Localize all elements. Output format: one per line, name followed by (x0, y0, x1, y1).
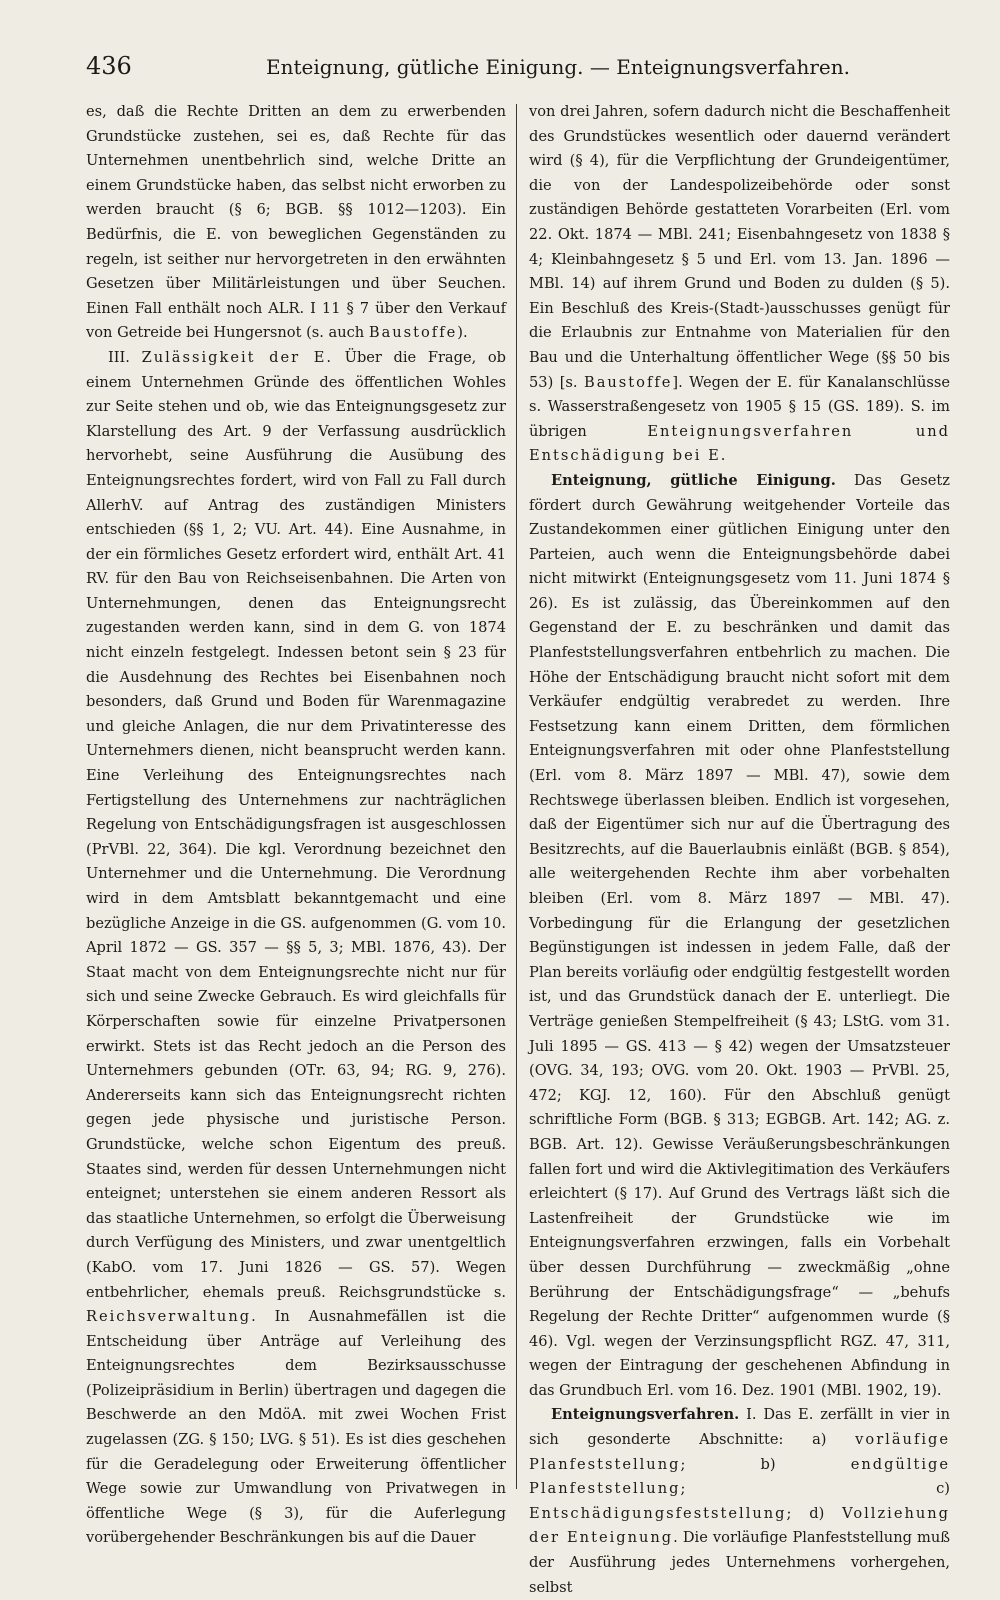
paragraph-text: Das Gesetz fördert durch Gewährung weitgehender Vorteile das Zustandekommen einer gütlichen Einigung unter den Parteien, auch wenn die Enteignungsbehörde dabei nicht mitwirkt (Enteignungsgesetz vom 11. Juni 1874 § 26). Es ist zulässig, das Übereinkommen auf den Gegenstand der E. zu beschränken und damit das Planfeststellungsverfahren entbehrlich zu machen. Die Höhe der Entschädigung braucht nicht sofort mit dem Verkäufer endgültig verabredet zu werden. Ihre Festsetzung kann einem Dritten, dem förmlichen Enteignungsverfahren mit oder ohne Planfeststellung (Erl. vom 8. März 1897 — MBl. 47), sowie dem Rechtswege überlassen bleiben. Endlich ist vorgesehen, daß der Eigentümer sich nur auf die Übertragung des Besitzrechts, auf die Bauerlaubnis einläßt (BGB. § 854), alle weitergehenden Rechte ihm aber vorbehalten bleiben (Erl. vom 8. März 1897 — MBl. 47). Vorbedingung für die Erlangung der gesetzlichen Begünstigungen ist indessen in jedem Falle, daß der Plan bereits vorläufig oder endgültig festgestellt worden ist, und das Grundstück danach der E. unterliegt. Die Verträge genießen Stempelfreiheit (§ 43; LStG. vom 31. Juli 1895 — GS. 413 — § 42) wegen der Umsatzsteuer (OVG. 34, 193; OVG. vom 20. Okt. 1903 — PrVBl. 25, 472; KGJ. 12, 160). Für den Abschluß genügt schriftliche Form (BGB. § 313; EGBGB. Art. 142; AG. z. BGB. Art. 12). Gewisse Veräußerungsbeschränkungen fallen fort und wird die Aktivlegitimation des Verkäufers erleichtert (§ 17). Auf Grund des Vertrags läßt sich die Lastenfreiheit der Grundstücke wie im Enteignungsverfahren erzwingen, falls ein Vorbehalt über dessen Durchführung — zweckmäßig „ohne Berührung der Entschädigungsfrage“ — „behufs Regelung der Rechte Dritter“ aufgenommen wurde (§ 46). Vgl. wegen der Verzinsungspflicht RGZ. 47, 311, wegen der Eintragung der geschehenen Abfindung in das Grundbuch Erl. vom 16. Dez. 1901 (MBl. 1902, 19). (529, 471, 950, 1399)
running-title: Enteignung, gütliche Einigung. — Enteignungsverfahren. (265, 55, 850, 79)
cross-reference: Baustoffe (583, 373, 673, 391)
paragraph-text: I. Das E. zerfällt in vier in sich gesonderte Abschnitte: a) (529, 1406, 950, 1449)
cross-reference: Baustoffe (368, 324, 458, 342)
stage-term: Vollziehung der Enteignung (529, 1504, 950, 1547)
paragraph-text: ]. Wegen der E. für Kanalanschlüsse s. Wasserstraßengesetz von 1905 § 15 (GS. 189). S. im übrigen (529, 373, 950, 440)
page-header (86, 52, 960, 86)
page-number: 436 (86, 52, 132, 80)
paragraph-text: ; d) (786, 1504, 843, 1522)
cross-reference: Reichsverwaltung (86, 1308, 252, 1326)
paragraph (529, 1403, 950, 1600)
paragraph-text: . In Ausnahmefällen ist die Entscheidung über Anträge auf Verleihung des Enteignungsrechtes dem Bezirksausschusse (Polizeipräsidium in Berlin) übertragen und dagegen die Beschwerde an den MdöA. mit zwei Wochen Frist zugelassen (ZG. § 150; LVG. § 51). Es ist dies geschehen für die Geradelegung oder Erweiterung öffentlicher Wege sowie zur Umwandlung von Privatwegen in öffentliche Wege (§ 3), für die Auferlegung vorübergehender Beschränkungen bis auf die Dauer (86, 1308, 506, 1547)
right-column (529, 100, 950, 1600)
entry-heading: Enteignungsverfahren. (551, 1406, 740, 1424)
paragraph-text: ; c) (680, 1480, 950, 1498)
section-number: III. (108, 348, 130, 366)
paragraph (86, 346, 506, 1551)
paragraph-text: es, daß die Rechte Dritten an dem zu erwerbenden Grundstücke zustehen, sei es, daß Rechte für das Unternehmen unentbehrlich sind, welche Dritte an einem Grundstücke haben, das selbst nicht erworben zu werden braucht (§ 6; BGB. §§ 1012—1203). Ein Bedürfnis, die E. von beweglichen Gegenständen zu regeln, ist seither nur hervorgetreten in den erwähnten Gesetzen über Militärleistungen und über Seuchen. Einen Fall enthält noch ALR. I 11 § 7 über den Verkauf von Getreide bei Hungersnot (s. auch (86, 103, 506, 342)
cross-reference: Enteignungsverfahren und Entschädigung bei E. (529, 422, 950, 465)
left-column (86, 100, 506, 1551)
paragraph (529, 100, 950, 469)
entry-heading: Enteignung, gütliche Einigung. (551, 471, 836, 489)
stage-term: Entschädigungsfeststellung (529, 1504, 787, 1522)
stage-term: vorläufige Planfeststellung (529, 1431, 950, 1473)
paragraph (529, 469, 950, 1404)
paragraph-text: Über die Frage, ob einem Unternehmen Gründe des öffentlichen Wohles zur Seite stehen und ob, wie das Enteignungsgesetz zur Klarstellung des Art. 9 der Verfassung ausdrücklich hervorhebt, seine Ausführung die Ausübung des Enteignungsrechtes fordert, wird von Fall zu Fall durch AllerhV. auf Antrag des zuständigen Ministers entschieden (§§ 1, 2; VU. Art. 44). Eine Ausnahme, in der ein förmliches Gesetz erfordert wird, enthält Art. 41 RV. für den Bau von Reichseisenbahnen. Die Arten von Unternehmungen, denen das Enteignungsrecht zugestanden werden kann, sind in dem G. von 1874 nicht einzeln festgelegt. Indessen betont sein § 23 für die Ausdehnung des Rechtes bei Eisenbahnen noch besonders, daß Grund und Boden für Warenmagazine und gleiche Anlagen, die nur dem Privatinteresse des Unternehmers dienen, nicht beansprucht werden kann. Eine Verleihung des Enteignungsrechtes nach Fertigstellung des Unternehmens zur nachträglichen Regelung von Entschädigungsfragen ist ausgeschlossen (PrVBl. 22, 364). Die kgl. Verordnung bezeichnet den Unternehmer und die Unternehmung. Die Verordnung wird in dem Amtsblatt bekanntgemacht und eine bezügliche Anzeige in die GS. aufgenommen (G. vom 10. April 1872 — GS. 357 — §§ 5, 3; MBl. 1876, 43). Der Staat macht von dem Enteignungsrechte nicht nur für sich und seine Zwecke Gebrauch. Es wird gleichfalls für Körperschaften sowie für einzelne Privatpersonen erwirkt. Stets ist das Recht jedoch an die Person des Unternehmers gebunden (OTr. 63, 94; RG. 9, 276). Andererseits kann sich das Enteignungsrecht richten gegen jede physische und juristische Person. Grundstücke, welche schon Eigentum des preuß. Staates sind, werden für dessen Unternehmungen nicht enteignet; unterstehen sie einem anderen Ressort als das staatliche Unternehmen, so erfolgt die Überweisung durch Verfügung des Ministers, und zwar unentgeltlich (KabO. vom 17. Juni 1826 — GS. 57). Wegen entbehrlicher, ehemals preuß. Reichsgrundstücke s. (86, 348, 507, 1301)
paragraph-text: von drei Jahren, sofern dadurch nicht die Beschaffenheit des Grundstückes wesentlich oder dauernd verändert wird (§ 4), für die Verpflichtung der Grundeigentümer, die von der Landespolizeibehörde oder sonst zuständigen Behörde gestatteten Vorarbeiten (Erl. vom 22. Okt. 1874 — MBl. 241; Eisenbahngesetz von 1838 § 4; Kleinbahngesetz § 5 und Erl. vom 13. Jan. 1896 — MBl. 14) auf ihrem Grund und Boden zu dulden (§ 5). Ein Beschluß des Kreis-(Stadt-)ausschusses genügt für die Erlaubnis zur Entnahme von Materialien für den Bau und die Unterhaltung öffentlicher Wege (§§ 50 bis 53) [s. (529, 103, 950, 391)
column-divider (516, 104, 517, 1489)
paragraph (86, 100, 506, 346)
paragraph-text: . Die vorläufige Planfeststellung muß der Ausführung jedes Unternehmens vorhergehen, selbst (529, 1529, 950, 1596)
paragraph-text: ). (457, 324, 468, 342)
paragraph-text: ; b) (680, 1455, 851, 1473)
section-heading: Zulässigkeit der E. (141, 348, 334, 366)
stage-term: endgültige Planfeststellung (529, 1455, 950, 1498)
